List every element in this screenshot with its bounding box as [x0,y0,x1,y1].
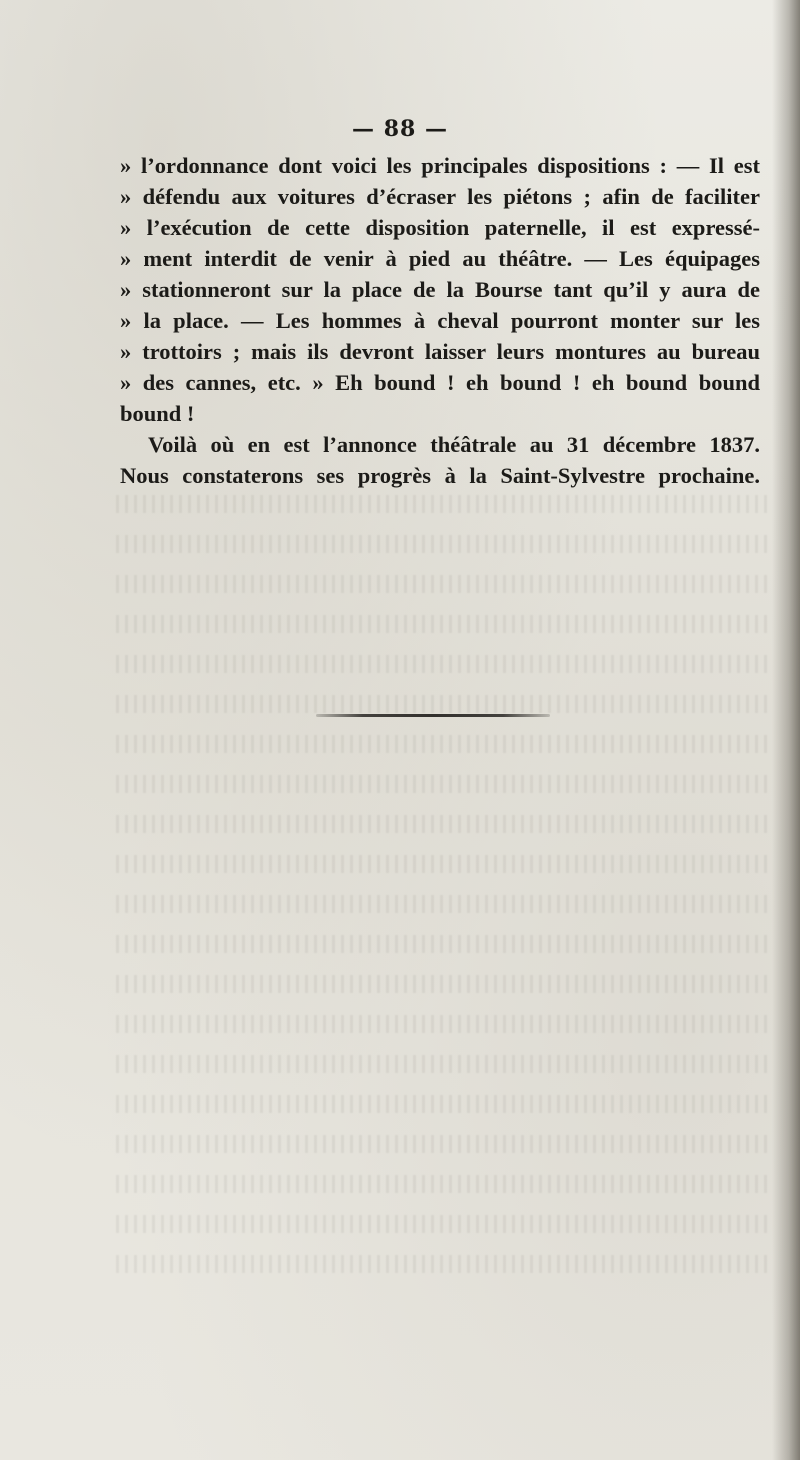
page-number: — 88 — [352,116,448,142]
text-line: » trottoirs ; mais ils devront laisser leurs montures au bureau [120,339,760,364]
text-line: Nous constaterons ses progrès à la Saint-Sylvestre prochaine. [120,463,760,488]
text-line: » l’ordonnance dont voici les principales dispositions : — Il est [120,153,760,178]
text-line: » des cannes, etc. » Eh bound ! eh bound ! eh bound bound [120,370,760,395]
show-through-text [110,495,770,1375]
text-line: Voilà où en est l’annonce théâtrale au 31 décembre 1837. [148,432,760,457]
text-line: » défendu aux voitures d’écraser les piétons ; afin de faciliter [120,184,760,209]
text-line: » stationneront sur la place de la Bourse tant qu’il y aura de [120,277,760,302]
text-line: bound ! [120,401,195,426]
text-line: » ment interdit de venir à pied au théâtre. — Les équipages [120,246,760,271]
section-rule [316,714,550,717]
text-line: » la place. — Les hommes à cheval pourront monter sur les [120,308,760,333]
page-edge-shadow [772,0,800,1460]
body-text [120,150,760,491]
text-line: » l’exécution de cette disposition paternelle, il est expressé- [120,215,760,240]
